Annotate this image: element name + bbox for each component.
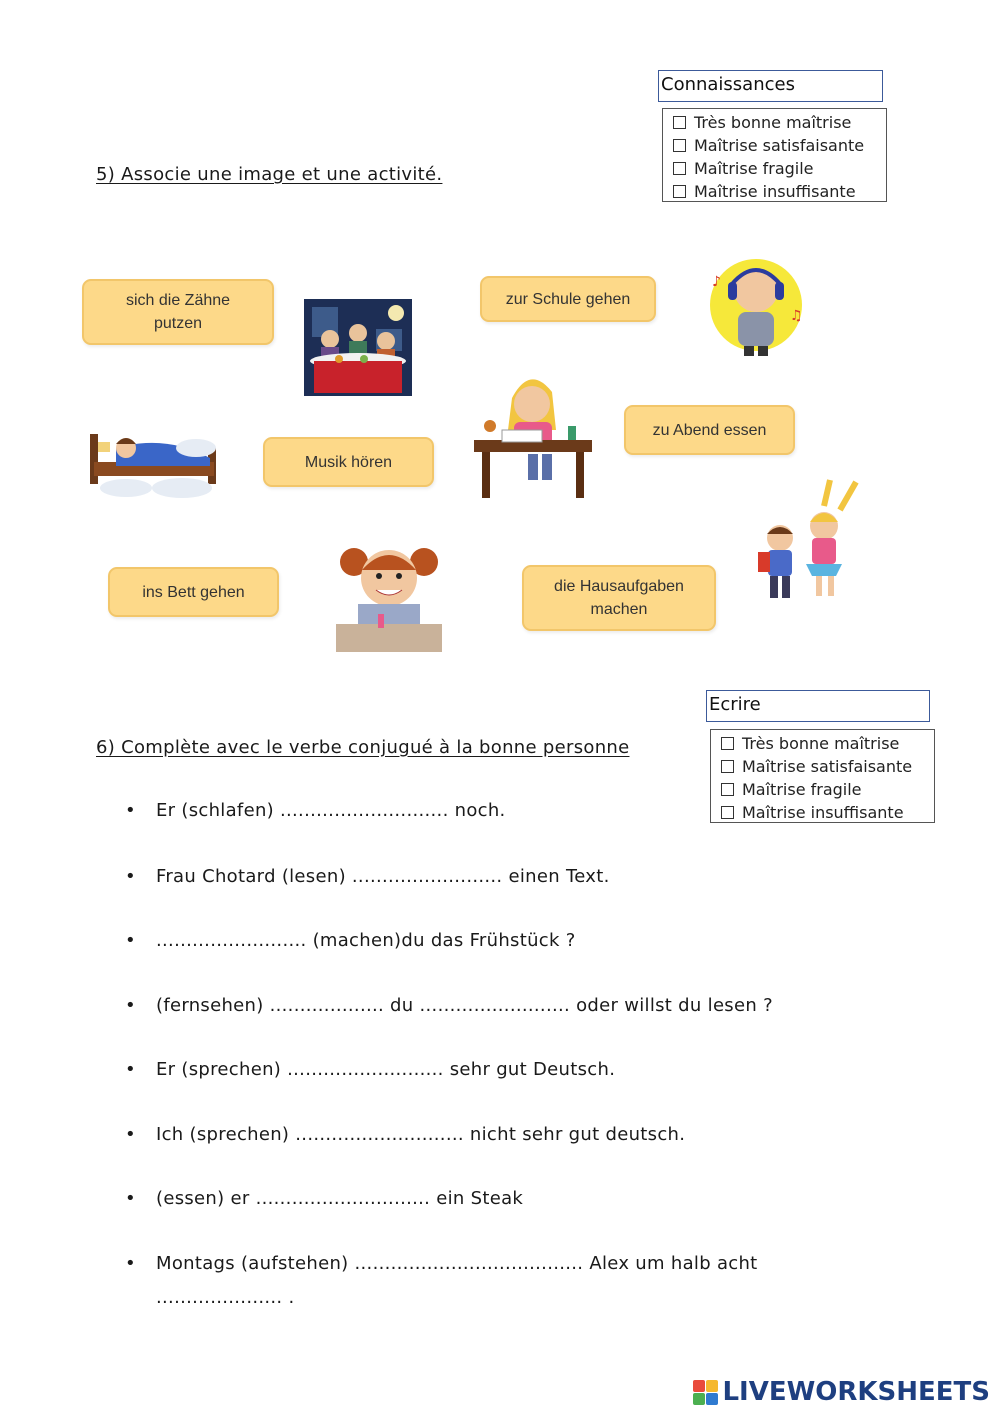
- checkbox-icon[interactable]: [673, 185, 686, 198]
- section-5-title: 5) Associe une image et une activité.: [96, 164, 443, 185]
- checkbox-icon[interactable]: [721, 806, 734, 819]
- sentence-4: (fernsehen) ................... du ......................... oder willst du lesen ?: [156, 995, 773, 1016]
- checkbox-icon[interactable]: [673, 116, 686, 129]
- bullet: •: [125, 930, 136, 951]
- liveworksheets-logo: LIVEWORKSHEETS: [693, 1377, 990, 1407]
- checkbox-icon[interactable]: [721, 760, 734, 773]
- knowledge-option-4[interactable]: Maîtrise insuffisante: [673, 180, 876, 203]
- label-dinner[interactable]: zu Abend essen: [624, 405, 795, 455]
- section-6-title: 6) Complète avec le verbe conjugué à la bonne personne: [96, 737, 630, 758]
- checkbox-icon[interactable]: [673, 139, 686, 152]
- writing-skill-title: Ecrire: [706, 690, 930, 722]
- label-teeth[interactable]: sich die Zähne putzen: [82, 279, 274, 345]
- homework-girl-image[interactable]: [472, 368, 596, 502]
- dinner-family-image[interactable]: [304, 299, 412, 396]
- writing-option-2[interactable]: Maîtrise satisfaisante: [721, 755, 924, 778]
- checkbox-icon[interactable]: [673, 162, 686, 175]
- writing-option-3[interactable]: Maîtrise fragile: [721, 778, 924, 801]
- sentence-6: Ich (sprechen) ............................ nicht sehr gut deutsch.: [156, 1124, 686, 1145]
- sentence-1: Er (schlafen) ............................ noch.: [156, 800, 506, 821]
- label-school[interactable]: zur Schule gehen: [480, 276, 656, 322]
- checkbox-icon[interactable]: [721, 783, 734, 796]
- svg-text:♪: ♪: [712, 274, 721, 290]
- liveworksheets-logo-icon: [693, 1380, 718, 1405]
- music-boy-image[interactable]: [706, 250, 810, 360]
- knowledge-option-3[interactable]: Maîtrise fragile: [673, 157, 876, 180]
- label-bed[interactable]: ins Bett gehen: [108, 567, 279, 617]
- kids-going-to-school-image[interactable]: [744, 476, 864, 606]
- checkbox-icon[interactable]: [721, 737, 734, 750]
- label-music[interactable]: Musik hören: [263, 437, 434, 487]
- knowledge-option-1[interactable]: Très bonne maîtrise: [673, 111, 876, 134]
- bullet: •: [125, 866, 136, 887]
- knowledge-skill-box: [662, 108, 887, 202]
- sentence-3: ......................... (machen)du das Frühstück ?: [156, 930, 576, 951]
- knowledge-option-2[interactable]: Maîtrise satisfaisante: [673, 134, 876, 157]
- sentence-8: Montags (aufstehen) ...................................... Alex um halb acht: [156, 1253, 758, 1274]
- bullet: •: [125, 800, 136, 821]
- brushing-teeth-girl-image[interactable]: [334, 540, 444, 654]
- bullet: •: [125, 995, 136, 1016]
- writing-option-4[interactable]: Maîtrise insuffisante: [721, 801, 924, 824]
- writing-option-1[interactable]: Très bonne maîtrise: [721, 732, 924, 755]
- svg-text:♫: ♫: [790, 308, 803, 324]
- sentence-5: Er (sprechen) .......................... sehr gut Deutsch.: [156, 1059, 616, 1080]
- bullet: •: [125, 1188, 136, 1209]
- sentence-7: (essen) er ............................. ein Steak: [156, 1188, 524, 1209]
- label-homework[interactable]: die Hausaufgaben machen: [522, 565, 716, 631]
- writing-skill-box: [710, 729, 935, 823]
- bullet: •: [125, 1059, 136, 1080]
- knowledge-skill-title: Connaissances: [658, 70, 883, 102]
- sentence-8-continuation: ..................... .: [156, 1287, 295, 1308]
- sleeping-boy-image[interactable]: [86, 414, 224, 500]
- bullet: •: [125, 1253, 136, 1274]
- bullet: •: [125, 1124, 136, 1145]
- sentence-2: Frau Chotard (lesen) ......................... einen Text.: [156, 866, 610, 887]
